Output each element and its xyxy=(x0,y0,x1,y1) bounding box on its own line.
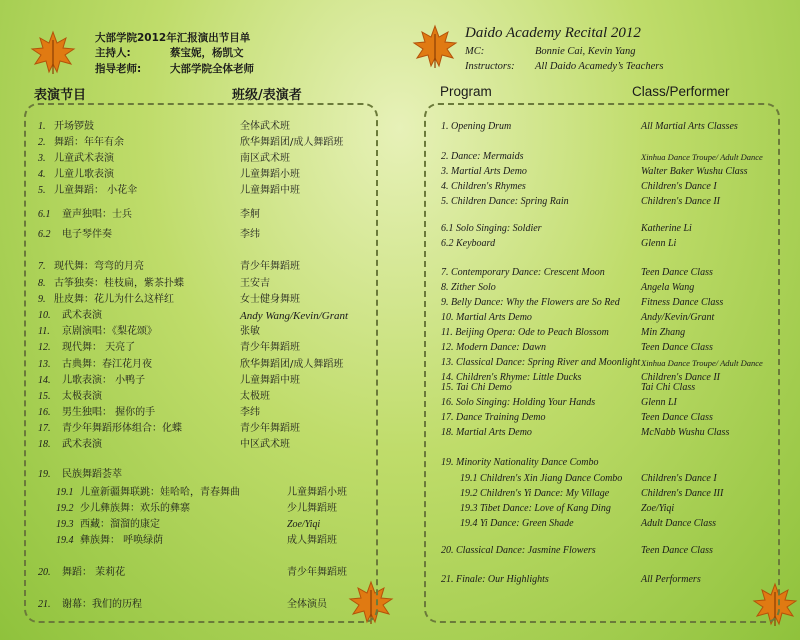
program-number: 8. xyxy=(38,278,46,289)
program-row xyxy=(400,195,800,209)
program-row xyxy=(0,184,400,198)
program-performer: 儿童舞蹈中班 xyxy=(240,185,300,196)
instructors-value: 大部学院全体老师 xyxy=(170,63,254,75)
program-title: 武术表演 xyxy=(62,310,102,321)
program-row xyxy=(400,411,800,425)
program-performer: Adult Dance Class xyxy=(641,518,716,529)
program-title: 5. Children Dance: Spring Rain xyxy=(441,196,569,207)
program-title: 男生独唱： 握你的手 xyxy=(62,407,156,418)
english-program-panel xyxy=(400,0,800,640)
program-row xyxy=(0,260,400,274)
program-row xyxy=(0,534,400,548)
mc-label: MC: xyxy=(465,46,485,57)
program-performer: 青少年舞蹈班 xyxy=(240,261,300,272)
program-performer: 青少年舞蹈班 xyxy=(287,567,347,578)
program-performer: 李纬 xyxy=(240,229,260,240)
instructors-label: Instructors: xyxy=(465,61,515,72)
maple-leaf-icon xyxy=(412,24,458,70)
program-row xyxy=(0,136,400,150)
program-title: 18. Martial Arts Demo xyxy=(441,427,532,438)
program-title: 3. Martial Arts Demo xyxy=(441,166,527,177)
program-performer: 女士健身舞班 xyxy=(240,294,300,305)
program-title: 现代舞： 天亮了 xyxy=(62,342,136,353)
program-performer: Children's Dance II xyxy=(641,196,720,207)
program-title: 儿童儿歌表演 xyxy=(54,169,114,180)
program-title: 谢幕：我们的历程 xyxy=(62,599,142,610)
program-title: 儿童舞蹈： 小花伞 xyxy=(54,185,138,196)
program-row xyxy=(0,120,400,134)
program-row xyxy=(400,426,800,440)
program-number: 7. xyxy=(38,261,46,272)
program-title: 9. Belly Dance: Why the Flowers are So Red xyxy=(441,297,620,308)
program-row xyxy=(0,228,400,242)
program-performer: Tai Chi Class xyxy=(641,382,696,393)
program-row xyxy=(400,517,800,531)
program-performer: 王安吉 xyxy=(240,278,270,289)
program-performer: Children's Dance I xyxy=(641,181,717,192)
program-row xyxy=(400,487,800,501)
program-title: 12. Modern Dance: Dawn xyxy=(441,342,546,353)
program-title: 京剧演唱：《梨花颂》 xyxy=(62,326,157,337)
program-row xyxy=(0,374,400,388)
program-performer: 张敏 xyxy=(240,326,260,337)
column-header-performer: 班级/表演者 xyxy=(232,88,302,103)
program-title: 开场锣鼓 xyxy=(54,121,94,132)
program-title: 20. Classical Dance: Jasmine Flowers xyxy=(441,545,596,556)
program-performer: 儿童舞蹈小班 xyxy=(240,169,300,180)
program-number: 15. xyxy=(38,391,51,402)
program-title: 儿歌表演： 小鸭子 xyxy=(62,375,146,386)
program-title: 民族舞蹈荟萃 xyxy=(62,469,122,480)
program-performer: Katherine Li xyxy=(641,223,692,234)
program-performer: Glenn LI xyxy=(641,397,677,408)
program-title: 大部学院2012年汇报演出节目单 xyxy=(95,32,251,44)
program-performer: Children's Dance I xyxy=(641,473,717,484)
program-performer: 少儿舞蹈班 xyxy=(287,503,337,514)
program-title: 11. Beijing Opera: Ode to Peach Blossom xyxy=(441,327,609,338)
program-number: 16. xyxy=(38,407,51,418)
program-number: 18. xyxy=(38,439,51,450)
program-row xyxy=(400,396,800,410)
program-performer: 儿童舞蹈小班 xyxy=(287,487,347,498)
program-row xyxy=(400,326,800,340)
program-performer: Zoe/Yiqi xyxy=(287,519,321,530)
program-row xyxy=(400,356,800,370)
program-performer: Andy Wang/Kevin/Grant xyxy=(240,310,349,322)
program-row xyxy=(400,456,800,470)
program-number: 4. xyxy=(38,169,46,180)
instructors-value: All Daido Acamedy’s Teachers xyxy=(535,61,664,72)
program-row xyxy=(0,598,400,612)
program-title: 舞蹈： 茉莉花 xyxy=(62,567,126,578)
program-performer: All Martial Arts Classes xyxy=(641,121,738,132)
program-title: 19.2 Children's Yi Dance: My Village xyxy=(460,488,610,499)
program-number: 14. xyxy=(38,375,51,386)
program-row xyxy=(400,296,800,310)
program-row xyxy=(400,381,800,395)
program-number: 3. xyxy=(38,153,46,164)
program-performer: 李舸 xyxy=(240,209,260,220)
program-row xyxy=(400,120,800,134)
program-row xyxy=(0,358,400,372)
program-number: 21. xyxy=(38,599,51,610)
program-performer: Min Zhang xyxy=(641,327,686,338)
program-row xyxy=(400,502,800,516)
program-row xyxy=(0,390,400,404)
program-title: 儿童新疆舞联跳：娃哈哈，青春舞曲 xyxy=(80,487,240,498)
program-performer: 欣华舞蹈团/成人舞蹈班 xyxy=(240,359,344,370)
column-header-program: Program xyxy=(440,84,492,99)
program-title: 10. Martial Arts Demo xyxy=(441,312,532,323)
program-number: 19.2 xyxy=(56,503,74,514)
program-number: 2. xyxy=(38,137,46,148)
program-performer: 全体武术班 xyxy=(240,121,290,132)
program-performer: Teen Dance Class xyxy=(641,545,713,556)
program-performer: Andy/Kevin/Grant xyxy=(641,312,715,323)
program-performer: 南区武术班 xyxy=(240,153,290,164)
program-performer: McNabb Wushu Class xyxy=(641,427,730,438)
program-row xyxy=(400,165,800,179)
program-row xyxy=(0,341,400,355)
program-performer: Children's Dance II xyxy=(641,372,720,383)
program-title: 武术表演 xyxy=(62,439,102,450)
program-performer: Teen Dance Class xyxy=(641,342,713,353)
program-number: 11. xyxy=(38,326,50,337)
program-performer: Xinhua Dance Troupe/ Adult Dance xyxy=(641,152,763,162)
maple-leaf-icon xyxy=(30,30,76,76)
program-title: 16. Solo Singing: Holding Your Hands xyxy=(441,397,596,408)
program-row xyxy=(0,502,400,516)
program-title: 19.3 Tibet Dance: Love of Kang Ding xyxy=(460,503,611,514)
program-title: 少儿彝族舞：欢乐的彝寨 xyxy=(80,503,190,514)
program-performer: 全体演员 xyxy=(287,599,327,610)
program-title: 儿童武术表演 xyxy=(54,153,114,164)
program-row xyxy=(0,518,400,532)
program-title: 太极表演 xyxy=(62,391,102,402)
program-performer: 成人舞蹈班 xyxy=(287,535,337,546)
program-performer: Teen Dance Class xyxy=(641,412,713,423)
program-row xyxy=(0,152,400,166)
program-title: 19. Minority Nationality Dance Combo xyxy=(441,457,599,468)
program-performer: Teen Dance Class xyxy=(641,267,713,278)
program-number: 12. xyxy=(38,342,51,353)
program-row xyxy=(400,222,800,236)
column-header-performer: Class/Performer xyxy=(632,84,730,99)
program-number: 17. xyxy=(38,423,51,434)
program-title: 古典舞：春江花月夜 xyxy=(62,359,152,370)
program-title: 2. Dance: Mermaids xyxy=(441,151,524,162)
program-number: 19. xyxy=(38,469,51,480)
program-row xyxy=(400,544,800,558)
program-row xyxy=(0,208,400,222)
program-performer: Fitness Dance Class xyxy=(641,297,724,308)
program-title: 童声独唱：士兵 xyxy=(62,209,132,220)
program-row xyxy=(400,472,800,486)
program-title: 13. Classical Dance: Spring River and Moonlight xyxy=(441,357,641,368)
program-number: 19.3 xyxy=(56,519,74,530)
program-title: 19.1 Children's Xin Jiang Dance Combo xyxy=(460,473,623,484)
mc-value: 蔡宝妮，杨凯文 xyxy=(170,47,244,59)
program-title: 7. Contemporary Dance: Crescent Moon xyxy=(441,267,605,278)
program-title: 电子琴伴奏 xyxy=(62,229,112,240)
program-row xyxy=(0,566,400,580)
program-number: 10. xyxy=(38,310,51,321)
program-title: 4. Children's Rhymes xyxy=(441,181,526,192)
program-title: 现代舞：弯弯的月亮 xyxy=(54,261,144,272)
program-title: 17. Dance Training Demo xyxy=(441,412,546,423)
program-performer: Glenn Li xyxy=(641,238,677,249)
program-title: 西藏：溜溜的康定 xyxy=(80,519,160,530)
program-performer: 青少年舞蹈班 xyxy=(240,423,300,434)
program-title: 19.4 Yi Dance: Green Shade xyxy=(460,518,574,529)
program-title: 15. Tai Chi Demo xyxy=(441,382,512,393)
instructors-label: 指导老师: xyxy=(95,63,142,75)
column-header-program: 表演节目 xyxy=(34,88,87,103)
program-row xyxy=(0,168,400,182)
program-row xyxy=(0,422,400,436)
program-title: 6.1 Solo Singing: Soldier xyxy=(441,223,542,234)
program-title: 14. Children's Rhyme: Little Ducks xyxy=(441,372,582,383)
program-performer: Xinhua Dance Troupe/ Adult Dance xyxy=(641,358,763,368)
program-row xyxy=(0,438,400,452)
program-title: 舞蹈：年年有余 xyxy=(54,137,124,148)
program-row xyxy=(400,180,800,194)
program-performer: 太极班 xyxy=(240,391,270,402)
program-row xyxy=(0,277,400,291)
program-performer: 李纬 xyxy=(240,407,260,418)
program-title: 21. Finale: Our Highlights xyxy=(441,574,549,585)
program-title: 青少年舞蹈形体组合：化蝶 xyxy=(62,423,182,434)
program-performer: Zoe/Yiqi xyxy=(641,503,675,514)
program-row xyxy=(400,237,800,251)
program-row xyxy=(0,486,400,500)
program-row xyxy=(0,325,400,339)
program-performer: Children's Dance III xyxy=(641,488,724,499)
program-number: 13. xyxy=(38,359,51,370)
mc-value: Bonnie Cai, Kevin Yang xyxy=(535,46,636,57)
program-title: 1. Opening Drum xyxy=(441,121,512,132)
program-row xyxy=(0,293,400,307)
program-number: 5. xyxy=(38,185,46,196)
program-number: 19.4 xyxy=(56,535,74,546)
program-number: 6.2 xyxy=(38,229,51,240)
program-number: 6.1 xyxy=(38,209,51,220)
program-number: 1. xyxy=(38,121,46,132)
program-title: 8. Zither Solo xyxy=(441,282,496,293)
program-row xyxy=(400,150,800,164)
program-performer: All Performers xyxy=(641,574,701,585)
program-title: 6.2 Keyboard xyxy=(441,238,496,249)
program-title: Daido Academy Recital 2012 xyxy=(465,25,641,41)
program-performer: 中区武术班 xyxy=(240,439,290,450)
program-performer: 青少年舞蹈班 xyxy=(240,342,300,353)
program-row xyxy=(400,573,800,587)
program-performer: Angela Wang xyxy=(641,282,695,293)
program-title: 彝族舞： 呼唤绿荫 xyxy=(80,535,164,546)
program-performer: 儿童舞蹈中班 xyxy=(240,375,300,386)
program-title: 古筝独奏：桂枝扁，紫茶扑蝶 xyxy=(54,278,184,289)
program-row xyxy=(0,406,400,420)
mc-label: 主持人: xyxy=(95,47,131,59)
program-row xyxy=(0,309,400,323)
program-number: 19.1 xyxy=(56,487,74,498)
program-row xyxy=(400,311,800,325)
program-row xyxy=(400,341,800,355)
program-number: 20. xyxy=(38,567,51,578)
program-title: 肚皮舞：花儿为什么这样红 xyxy=(54,294,174,305)
program-number: 9. xyxy=(38,294,46,305)
program-row xyxy=(400,281,800,295)
program-performer: 欣华舞蹈团/成人舞蹈班 xyxy=(240,137,344,148)
program-row xyxy=(400,266,800,280)
program-row xyxy=(0,468,400,482)
program-performer: Walter Baker Wushu Class xyxy=(641,166,748,177)
